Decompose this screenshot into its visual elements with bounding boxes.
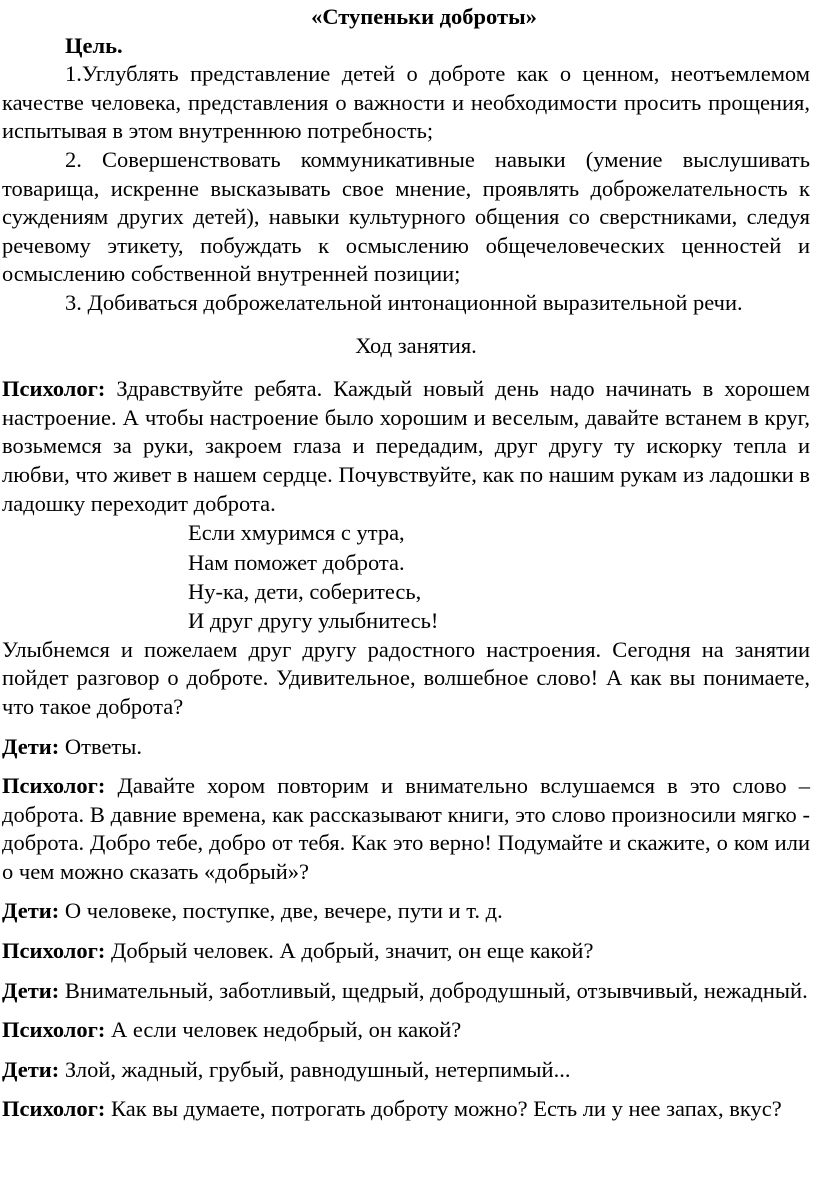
lesson-heading: Ход занятия. [355, 332, 477, 358]
dialogue-text: Давайте хором повторим и внимательно вслушаемся в это слово – доброта. В давние времена, как рассказывают книги, это слово произносили мягко - доброта. Добро тебе, добро от тебя. Как это верно! Подумайте и скажите, о ком или о чем можно сказать «добрый»? [2, 773, 810, 884]
poem-line: Ну-ка, дети, соберитесь, [188, 578, 422, 604]
speaker-label: Дети: [2, 977, 60, 1003]
goal-item-2: 2. Совершенствовать коммуникативные навыки (умение выслушивать товарища, искренне высказывать свое мнение, проявлять доброжелательность к суждениям других детей), навыки культурного общения со сверстниками, следуя речевому этикету, побуждать к осмыслению общечеловеческих ценностей и осмыслению собственной внутренней позиции; [2, 146, 810, 287]
speaker-label: Дети: [2, 898, 60, 924]
speaker-label: Психолог: [2, 773, 106, 799]
dialogue-text: Здравствуйте ребята. Каждый новый день надо начинать в хорошем настроение. А чтобы настроение было хорошим и веселым, давайте встанем в круг, возьмемся за руки, закроем глаза и передадим, друг другу ту искорку тепла и любви, что живет в нашем сердце. Почувствуйте, как по нашим рукам из ладошки в ладошку переходит доброта. [2, 376, 810, 516]
poem-line: Если хмуримся с утра, [188, 520, 405, 546]
dialogue-text: Внимательный, заботливый, щедрый, добродушный, отзывчивый, нежадный. [59, 977, 808, 1003]
dialogue-line [2, 977, 810, 1006]
dialogue-text: Добрый человек. А добрый, значит, он еще какой? [105, 938, 594, 964]
dialogue-text: А если человек недобрый, он какой? [105, 1017, 462, 1043]
dialogue-line [2, 1016, 810, 1045]
dialogue-line [2, 733, 810, 762]
dialogue-line [2, 375, 810, 518]
dialogue-line [2, 1095, 810, 1124]
speaker-label: Психолог: [2, 1017, 106, 1043]
dialogue-line [2, 1056, 810, 1085]
dialogue-line [2, 897, 810, 926]
goal-item-1: 1.Углублять представление детей о доброте как о ценном, неотъемлемом качестве человека, представления о важности и необходимости просить прощения, испытывая в этом внутреннюю потребность; [2, 61, 810, 144]
dialogue-text: О человеке, поступке, две, вечере, пути и т. д. [59, 898, 503, 924]
dialogue-text: Злой, жадный, грубый, равнодушный, нетерпимый... [59, 1056, 571, 1082]
after-poem-text: Улыбнемся и пожелаем друг другу радостного настроения. Сегодня на занятии пойдет разговор о доброте. Удивительное, волшебное слово! А как вы понимаете, что такое доброта? [2, 636, 810, 719]
goal-item-3: 3. Добиваться доброжелательной интонационной выразительной речи. [65, 289, 743, 315]
dialogue-text: Как вы думаете, потрогать доброту можно? Есть ли у нее запах, вкус? [105, 1096, 782, 1122]
dialogue-line [2, 772, 810, 886]
poem-line: Нам поможет доброта. [188, 549, 405, 575]
speaker-label: Психолог: [2, 938, 106, 964]
dialogue-line [2, 937, 810, 966]
speaker-label: Психолог: [2, 376, 106, 402]
speaker-label: Дети: [2, 1056, 60, 1082]
poem [2, 518, 810, 636]
document-title: «Ступеньки доброты» [311, 4, 537, 29]
goal-label: Цель. [65, 32, 123, 58]
speaker-label: Психолог: [2, 1096, 106, 1122]
dialogue-text: Ответы. [59, 733, 143, 759]
poem-line: И друг другу улыбнитесь! [188, 608, 439, 634]
speaker-label: Дети: [2, 733, 60, 759]
